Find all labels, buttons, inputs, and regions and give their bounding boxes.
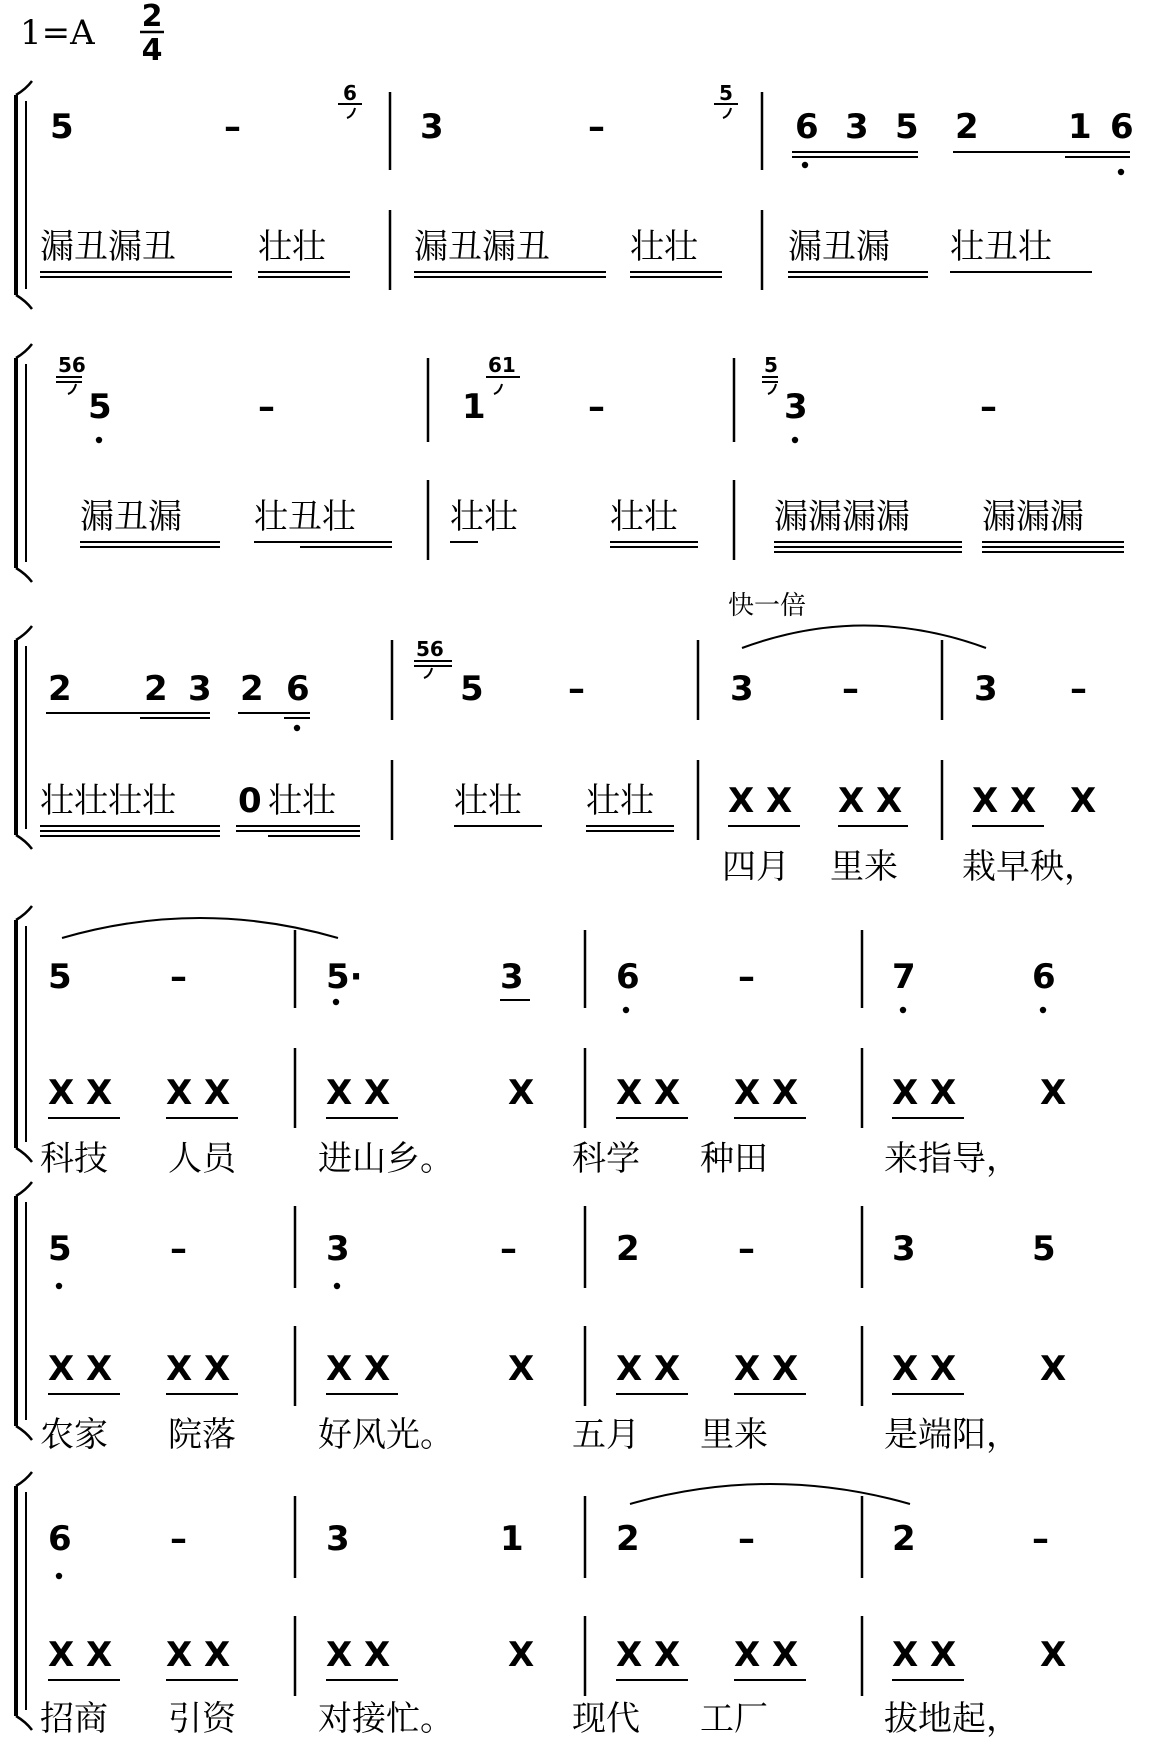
melody-note: 6	[48, 1519, 72, 1559]
key-signature: 1=A	[20, 13, 95, 53]
melody-dash: –	[170, 957, 187, 997]
percussion-x: X X	[166, 1073, 231, 1113]
percussion-x: X X	[326, 1635, 391, 1675]
percussion-x: X X	[616, 1073, 681, 1113]
percussion-syllables: 壮壮	[454, 781, 522, 821]
melody-note: 2	[616, 1519, 640, 1559]
melody-dash: –	[738, 1519, 755, 1559]
melody-note: 1	[462, 387, 486, 427]
grace-note: 56	[58, 353, 86, 377]
lyric-word: 科学	[572, 1139, 640, 1179]
octave-dot	[96, 437, 102, 443]
melody-note: 3	[500, 957, 524, 997]
system-brace	[16, 626, 32, 849]
melody-note: 3	[326, 1519, 350, 1559]
melody-note: 3	[188, 669, 212, 709]
lyric-word: 种田	[700, 1139, 768, 1179]
melody-dash: –	[588, 387, 605, 427]
melody-note: 1	[500, 1519, 524, 1559]
lyric-word: 四月	[722, 847, 790, 887]
grace-hook	[768, 384, 776, 394]
percussion-x: X X	[728, 781, 793, 821]
percussion-x: X	[1070, 781, 1097, 821]
percussion-x: X	[1040, 1073, 1067, 1113]
grace-note: 5	[719, 81, 733, 105]
melody-dash: –	[224, 107, 241, 147]
lyric-word: 五月	[572, 1415, 640, 1455]
percussion-syllables: 漏丑漏	[788, 227, 890, 267]
melody-dash: –	[1070, 669, 1087, 709]
percussion-x: X X	[892, 1349, 957, 1389]
system-brace	[16, 81, 32, 309]
grace-note: 56	[416, 637, 444, 661]
melody-note: 3	[420, 107, 444, 147]
slur-arc	[62, 918, 338, 938]
percussion-x: X X	[734, 1349, 799, 1389]
octave-dot	[56, 1573, 62, 1579]
percussion-syllables: 壮壮壮壮	[40, 781, 176, 821]
percussion-syllables: 壮壮	[268, 781, 336, 821]
melody-dash: –	[588, 107, 605, 147]
octave-dot	[1118, 169, 1124, 175]
melody-note: 6	[286, 669, 310, 709]
melody-note: 3	[974, 669, 998, 709]
melody-dash: –	[738, 1229, 755, 1269]
melody-dash: –	[170, 1229, 187, 1269]
tempo-annotation: 快一倍	[728, 591, 807, 621]
lyric-word: 现代	[572, 1699, 640, 1739]
melody-dash: –	[258, 387, 275, 427]
system-brace	[16, 1182, 32, 1440]
melody-note: 3	[326, 1229, 350, 1269]
grace-hook	[723, 108, 731, 118]
lyric-word: 对接忙。	[318, 1699, 454, 1739]
percussion-syllables: 漏丑漏丑	[414, 227, 550, 267]
lyric-word: 里来	[830, 847, 898, 887]
percussion-x: X	[508, 1635, 535, 1675]
octave-dot	[802, 162, 808, 168]
melody-dash: –	[170, 1519, 187, 1559]
system-brace	[16, 344, 32, 582]
melody-dash: –	[500, 1229, 517, 1269]
melody-note: 5	[895, 107, 919, 147]
percussion-x: X	[1040, 1635, 1067, 1675]
grace-note: 61	[488, 353, 516, 377]
melody-note: 2	[48, 669, 72, 709]
percussion-x: X X	[48, 1073, 113, 1113]
percussion-x: X	[508, 1073, 535, 1113]
lyric-word: 院落	[168, 1415, 236, 1455]
percussion-x: X X	[734, 1635, 799, 1675]
octave-dot	[792, 437, 798, 443]
percussion-syllables: 壮壮	[258, 227, 326, 267]
percussion-syllables: 漏丑漏	[80, 497, 182, 537]
percussion-x: X X	[616, 1349, 681, 1389]
grace-note: 5	[764, 353, 778, 377]
octave-dot	[333, 999, 339, 1005]
percussion-x: X X	[838, 781, 903, 821]
percussion-syllables: 漏漏漏漏	[774, 497, 910, 537]
percussion-x: X X	[734, 1073, 799, 1113]
percussion-syllables: 壮壮	[630, 227, 698, 267]
melody-note: 1	[1068, 107, 1092, 147]
grace-hook	[347, 108, 355, 118]
percussion-x: X X	[892, 1635, 957, 1675]
melody-note: 2	[616, 1229, 640, 1269]
lyric-word: 农家	[40, 1415, 108, 1455]
percussion-syllables: 壮壮	[586, 781, 654, 821]
octave-dot	[1040, 1007, 1046, 1013]
lyric-word: 拔地起，	[884, 1699, 1020, 1739]
percussion-x: X	[1040, 1349, 1067, 1389]
lyric-word: 人员	[168, 1139, 236, 1179]
slur-arc	[742, 626, 986, 649]
percussion-x: X	[508, 1349, 535, 1389]
lyric-word: 工厂	[700, 1699, 768, 1739]
percussion-syllables: 壮壮	[450, 497, 518, 537]
percussion-syllables: 漏漏漏	[982, 497, 1084, 537]
melody-note: 5	[460, 669, 484, 709]
lyric-word: 里来	[700, 1415, 768, 1455]
lyric-word: 来指导，	[884, 1139, 1020, 1179]
percussion-x: X X	[326, 1073, 391, 1113]
octave-dot	[56, 1283, 62, 1289]
percussion-x: X X	[48, 1635, 113, 1675]
lyric-word: 引资	[168, 1699, 236, 1739]
percussion-x: X X	[616, 1635, 681, 1675]
lyric-word: 科技	[40, 1139, 108, 1179]
melody-dash: –	[738, 957, 755, 997]
lyric-word: 栽早秧，	[962, 847, 1098, 887]
melody-note: 5	[1032, 1229, 1056, 1269]
percussion-syllables: 壮丑壮	[254, 497, 356, 537]
melody-note: 2	[144, 669, 168, 709]
percussion-x: X X	[326, 1349, 391, 1389]
grace-note: 6	[343, 81, 357, 105]
melody-note: 3	[845, 107, 869, 147]
lyric-word: 是端阳，	[884, 1415, 1020, 1455]
melody-dash: –	[842, 669, 859, 709]
melody-note: 2	[892, 1519, 916, 1559]
percussion-x: X X	[972, 781, 1037, 821]
percussion-syllables: 壮丑壮	[950, 227, 1052, 267]
percussion-x: X X	[166, 1349, 231, 1389]
percussion-syllables: 漏丑漏丑	[40, 227, 176, 267]
system-brace	[16, 906, 32, 1162]
melody-note: 5	[50, 107, 74, 147]
melody-note: 3	[892, 1229, 916, 1269]
time-signature-top: 2	[141, 0, 163, 34]
melody-note: 6	[1032, 957, 1056, 997]
lyric-word: 进山乡。	[318, 1139, 454, 1179]
melody-note: 6	[616, 957, 640, 997]
melody-dash: –	[568, 669, 585, 709]
percussion-x: X X	[166, 1635, 231, 1675]
percussion-x: X X	[48, 1349, 113, 1389]
melody-note: 6	[795, 107, 819, 147]
grace-hook	[68, 384, 76, 394]
melody-note: 2	[955, 107, 979, 147]
percussion-syllables: 壮壮	[610, 497, 678, 537]
octave-dot	[294, 725, 300, 731]
melody-dash: –	[1032, 1519, 1049, 1559]
percussion-rest: 0	[238, 781, 262, 821]
octave-dot	[623, 1007, 629, 1013]
melody-note: 5	[48, 957, 72, 997]
melody-note: 6	[1110, 107, 1134, 147]
melody-note: 5	[48, 1229, 72, 1269]
slur-arc	[630, 1484, 910, 1504]
grace-hook	[494, 384, 502, 394]
octave-dot	[334, 1283, 340, 1289]
melody-note: 5	[88, 387, 112, 427]
octave-dot	[900, 1007, 906, 1013]
melody-note: 3	[730, 669, 754, 709]
time-signature-bottom: 4	[141, 33, 163, 68]
melody-dash: –	[980, 387, 997, 427]
melody-note: 3	[784, 387, 808, 427]
melody-note: 5·	[326, 957, 363, 997]
system-brace	[16, 1472, 32, 1730]
melody-note: 2	[240, 669, 264, 709]
lyric-word: 好风光。	[318, 1415, 454, 1455]
percussion-x: X X	[892, 1073, 957, 1113]
grace-hook	[424, 668, 432, 678]
lyric-word: 招商	[40, 1699, 108, 1739]
melody-note: 7	[892, 957, 916, 997]
